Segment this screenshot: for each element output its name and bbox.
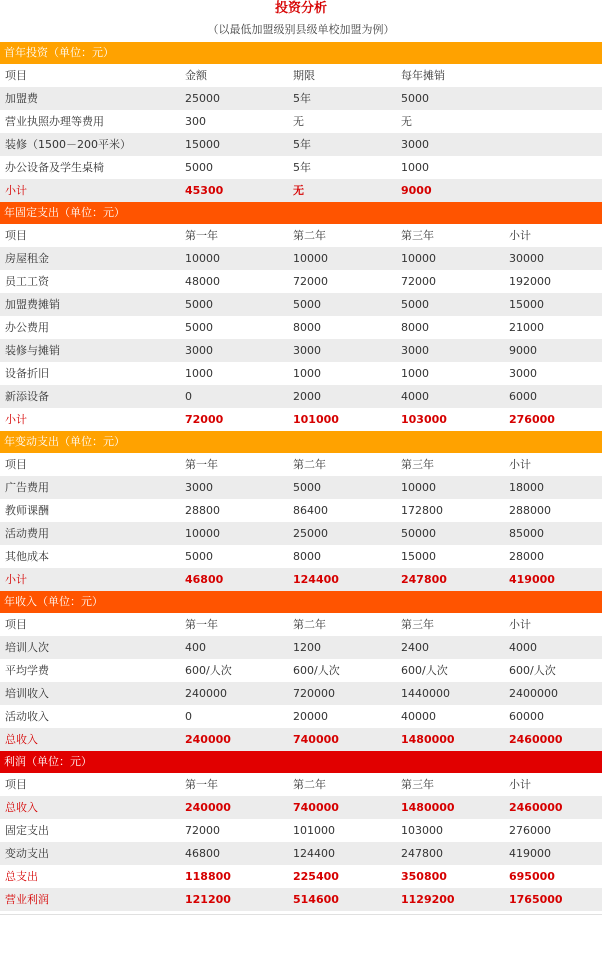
table-cell: 5000 (401, 298, 429, 311)
table-cell: 3000 (185, 481, 213, 494)
table-cell: 276000 (509, 413, 555, 426)
table-cell: 247800 (401, 573, 447, 586)
table-cell: 3000 (293, 344, 321, 357)
table-cell: 10000 (401, 481, 436, 494)
row-label: 活动收入 (5, 710, 49, 723)
table-total-row (0, 179, 602, 202)
table-cell: 2460000 (509, 733, 563, 746)
table-cell: 72000 (293, 275, 328, 288)
table-cell: 350800 (401, 870, 447, 883)
row-label: 项目 (5, 618, 27, 631)
table-row (0, 339, 602, 362)
table-row (0, 133, 602, 156)
table-cell: 第一年 (185, 229, 218, 242)
table-total-row (0, 888, 602, 911)
table-cell: 无 (401, 115, 412, 128)
table-cell: 1480000 (401, 801, 455, 814)
table-cell: 600/人次 (185, 664, 232, 677)
table-cell: 1765000 (509, 893, 563, 906)
table-cell: 1200 (293, 641, 321, 654)
section-header: 年收入（单位：元） (0, 591, 602, 613)
table-cell: 期限 (293, 69, 315, 82)
table-row (0, 819, 602, 842)
table-cell: 5年 (293, 138, 311, 151)
table-cell: 第一年 (185, 778, 218, 791)
table-cell: 172800 (401, 504, 443, 517)
table-cell (504, 64, 602, 87)
row-label: 营业利润 (5, 893, 49, 906)
row-label: 培训人次 (5, 641, 49, 654)
section-header: 首年投资（单位：元） (0, 42, 602, 64)
table-cell: 101000 (293, 824, 335, 837)
table-cell: 30000 (509, 252, 544, 265)
table-cell: 72000 (185, 413, 224, 426)
table-row (0, 385, 602, 408)
row-label: 教师课酬 (5, 504, 49, 517)
table-row (0, 87, 602, 110)
table-row (0, 156, 602, 179)
table-cell: 3000 (509, 367, 537, 380)
table-cell: 5000 (185, 321, 213, 334)
table-cell: 21000 (509, 321, 544, 334)
table-cell: 3000 (401, 344, 429, 357)
table-cell: 10000 (401, 252, 436, 265)
table-cell: 124400 (293, 847, 335, 860)
table-cell: 第三年 (401, 618, 434, 631)
table-cell: 419000 (509, 573, 555, 586)
table-cell: 103000 (401, 413, 447, 426)
row-label: 房屋租金 (5, 252, 49, 265)
table-cell: 1000 (401, 367, 429, 380)
table-cell: 5000 (293, 481, 321, 494)
table-cell (504, 179, 602, 202)
table-cell: 3000 (401, 138, 429, 151)
row-label: 总收入 (5, 801, 38, 814)
row-label: 加盟费 (5, 92, 38, 105)
table-cell: 288000 (509, 504, 551, 517)
table-cell: 金额 (185, 69, 207, 82)
table-cell: 192000 (509, 275, 551, 288)
table-total-row (0, 865, 602, 888)
table-cell: 2400000 (509, 687, 558, 700)
table-cell: 25000 (293, 527, 328, 540)
table-row (0, 499, 602, 522)
row-label: 装修与摊销 (5, 344, 60, 357)
table-header-row (0, 224, 602, 247)
table-cell (504, 110, 602, 133)
table-total-row (0, 568, 602, 591)
row-label: 小计 (5, 573, 27, 586)
table-cell: 9000 (509, 344, 537, 357)
table-row (0, 659, 602, 682)
table-cell: 103000 (401, 824, 443, 837)
row-label: 项目 (5, 69, 27, 82)
table-cell: 15000 (185, 138, 220, 151)
table-cell: 10000 (185, 252, 220, 265)
table-cell: 小计 (509, 778, 531, 791)
row-label: 平均学费 (5, 664, 49, 677)
table-cell: 72000 (401, 275, 436, 288)
table-row (0, 110, 602, 133)
table-row (0, 270, 602, 293)
table-cell: 第二年 (293, 778, 326, 791)
table-cell: 8000 (293, 550, 321, 563)
table-row (0, 545, 602, 568)
table-cell: 10000 (293, 252, 328, 265)
table-cell: 25000 (185, 92, 220, 105)
table-cell: 240000 (185, 733, 231, 746)
table-row (0, 293, 602, 316)
table-cell: 第二年 (293, 618, 326, 631)
table-cell: 240000 (185, 801, 231, 814)
table-total-row (0, 408, 602, 431)
table-cell: 2460000 (509, 801, 563, 814)
section-header: 年固定支出（单位：元） (0, 202, 602, 224)
table-header-row (0, 613, 602, 636)
table-cell: 46800 (185, 847, 220, 860)
table-cell: 每年摊销 (401, 69, 445, 82)
table-row (0, 705, 602, 728)
table-cell: 5年 (293, 92, 311, 105)
row-label: 活动费用 (5, 527, 49, 540)
table-cell: 2400 (401, 641, 429, 654)
table-cell: 276000 (509, 824, 551, 837)
table-cell: 5000 (401, 92, 429, 105)
table-header-row (0, 64, 602, 87)
table-cell: 600/人次 (293, 664, 340, 677)
table-cell: 5000 (185, 550, 213, 563)
table-header-row (0, 453, 602, 476)
table-cell: 101000 (293, 413, 339, 426)
table-row (0, 522, 602, 545)
table-cell: 2000 (293, 390, 321, 403)
table-cell: 第一年 (185, 618, 218, 631)
row-label: 加盟费摊销 (5, 298, 60, 311)
row-label: 变动支出 (5, 847, 49, 860)
table-cell: 无 (293, 115, 304, 128)
row-label: 装修（1500－200平米） (5, 138, 131, 151)
table-cell: 400 (185, 641, 206, 654)
table-cell: 225400 (293, 870, 339, 883)
row-label: 营业执照办理等费用 (5, 115, 104, 128)
row-label: 设备折旧 (5, 367, 49, 380)
table-row (0, 476, 602, 499)
table-cell: 72000 (185, 824, 220, 837)
table-cell: 10000 (185, 527, 220, 540)
table-cell: 4000 (509, 641, 537, 654)
table-cell: 1000 (185, 367, 213, 380)
table-cell: 20000 (293, 710, 328, 723)
table-cell: 0 (185, 710, 192, 723)
table-cell: 第一年 (185, 458, 218, 471)
table-row (0, 636, 602, 659)
table-cell: 0 (185, 390, 192, 403)
table-cell: 240000 (185, 687, 227, 700)
table-cell (504, 156, 602, 179)
table-cell: 50000 (401, 527, 436, 540)
table-cell: 28800 (185, 504, 220, 517)
row-label: 广告费用 (5, 481, 49, 494)
page-footer-area (0, 914, 602, 976)
row-label: 办公费用 (5, 321, 49, 334)
page-title: 投资分析 (274, 1, 327, 16)
section-header: 利润（单位：元） (0, 751, 602, 773)
row-label: 小计 (5, 413, 27, 426)
table-row (0, 842, 602, 865)
table-cell (504, 133, 602, 156)
table-row (0, 362, 602, 385)
table-cell: 514600 (293, 893, 339, 906)
table-cell: 1440000 (401, 687, 450, 700)
table-cell: 86400 (293, 504, 328, 517)
table-cell: 3000 (185, 344, 213, 357)
table-cell: 695000 (509, 870, 555, 883)
section-header: 年变动支出（单位：元） (0, 431, 602, 453)
table-cell: 第三年 (401, 458, 434, 471)
row-label: 总支出 (5, 870, 38, 883)
row-label: 其他成本 (5, 550, 49, 563)
table-cell: 1000 (293, 367, 321, 380)
table-cell: 48000 (185, 275, 220, 288)
table-cell: 124400 (293, 573, 339, 586)
row-label: 固定支出 (5, 824, 49, 837)
table-cell: 15000 (509, 298, 544, 311)
table-cell: 第二年 (293, 229, 326, 242)
row-label: 项目 (5, 229, 27, 242)
table-cell: 121200 (185, 893, 231, 906)
table-cell: 45300 (185, 184, 224, 197)
row-label: 员工工资 (5, 275, 49, 288)
row-label: 新添设备 (5, 390, 49, 403)
table-cell: 60000 (509, 710, 544, 723)
row-label: 项目 (5, 458, 27, 471)
table-cell: 第三年 (401, 229, 434, 242)
table-row (0, 247, 602, 270)
row-label: 培训收入 (5, 687, 49, 700)
table-cell: 8000 (293, 321, 321, 334)
table-cell: 1000 (401, 161, 429, 174)
table-cell: 300 (185, 115, 206, 128)
table-cell: 15000 (401, 550, 436, 563)
table-row (0, 316, 602, 339)
row-label: 小计 (5, 184, 27, 197)
table-cell: 9000 (401, 184, 432, 197)
table-cell: 5000 (185, 298, 213, 311)
table-cell: 600/人次 (509, 664, 556, 677)
analysis-tables (0, 42, 602, 911)
table-total-row (0, 796, 602, 819)
table-cell: 小计 (509, 618, 531, 631)
page-subtitle: （以最低加盟级别县级单校加盟为例） (207, 23, 395, 36)
table-cell: 4000 (401, 390, 429, 403)
table-cell: 118800 (185, 870, 231, 883)
table-cell: 18000 (509, 481, 544, 494)
table-cell (504, 87, 602, 110)
table-cell: 5000 (293, 298, 321, 311)
table-cell: 第三年 (401, 778, 434, 791)
table-cell: 8000 (401, 321, 429, 334)
table-header-row (0, 773, 602, 796)
row-label: 办公设备及学生桌椅 (5, 161, 104, 174)
table-cell: 无 (293, 184, 304, 197)
table-cell: 5年 (293, 161, 311, 174)
row-label: 项目 (5, 778, 27, 791)
table-cell: 小计 (509, 458, 531, 471)
table-cell: 6000 (509, 390, 537, 403)
table-total-row (0, 728, 602, 751)
table-cell: 46800 (185, 573, 224, 586)
table-cell: 419000 (509, 847, 551, 860)
table-cell: 1129200 (401, 893, 455, 906)
table-cell: 740000 (293, 733, 339, 746)
table-cell: 5000 (185, 161, 213, 174)
table-cell: 740000 (293, 801, 339, 814)
row-label: 总收入 (5, 733, 38, 746)
table-row (0, 682, 602, 705)
table-cell: 小计 (509, 229, 531, 242)
table-cell: 720000 (293, 687, 335, 700)
table-cell: 1480000 (401, 733, 455, 746)
table-cell: 85000 (509, 527, 544, 540)
table-cell: 28000 (509, 550, 544, 563)
table-cell: 40000 (401, 710, 436, 723)
table-cell: 600/人次 (401, 664, 448, 677)
table-cell: 第二年 (293, 458, 326, 471)
table-cell: 247800 (401, 847, 443, 860)
